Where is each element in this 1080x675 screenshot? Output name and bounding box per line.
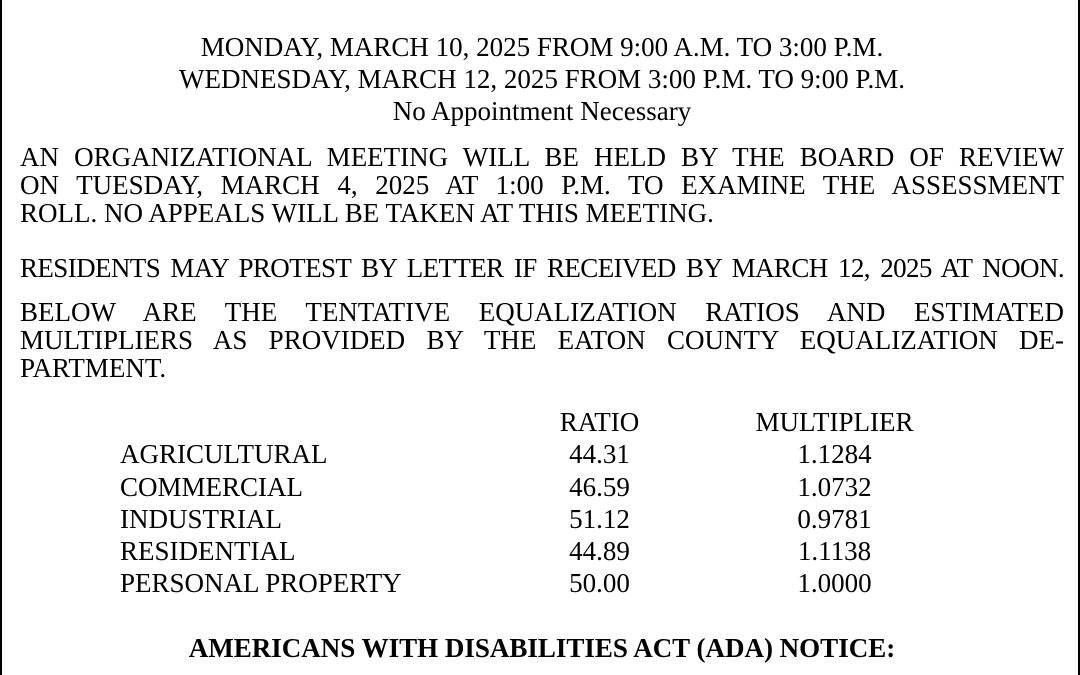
multiplier-column-header: MULTIPLIER	[755, 407, 914, 437]
meeting-notice-line: ON TUESDAY, MARCH 4, 2025 AT 1:00 P.M. TO EXAMINE THE ASSESSMENT	[20, 170, 1064, 200]
table-row-ratio: 44.89	[569, 536, 630, 566]
table-row-ratio: 46.59	[569, 472, 630, 502]
ada-notice-heading: AMERICANS WITH DISABILITIES ACT (ADA) NOTICE:	[188, 633, 896, 663]
meeting-notice-line: AN ORGANIZATIONAL MEETING WILL BE HELD BY THE BOARD OF REVIEW	[20, 142, 1064, 172]
table-row-class: INDUSTRIAL	[120, 504, 282, 534]
ratio-column-header: RATIO	[559, 407, 640, 437]
table-row-multiplier: 0.9781	[797, 504, 872, 534]
table-row-class: COMMERCIAL	[120, 472, 304, 502]
table-row-class: RESIDENTIAL	[120, 536, 296, 566]
protest-notice-paragraph	[20, 254, 1064, 282]
meeting-notice-paragraph	[20, 143, 1064, 227]
table-row-ratio: 44.31	[569, 439, 630, 469]
table-row-multiplier: 1.1138	[797, 536, 872, 566]
table-row-class: AGRICULTURAL	[120, 439, 328, 469]
meeting-notice-line: ROLL. NO APPEALS WILL BE TAKEN AT THIS MEETING.	[20, 198, 714, 228]
ratios-intro-line: PARTMENT.	[20, 353, 167, 383]
table-row-multiplier: 1.0000	[797, 568, 872, 598]
ratios-intro-line: MULTIPLIERS AS PROVIDED BY THE EATON COUNTY EQUALIZATION DE-	[20, 325, 1064, 355]
table-row-multiplier: 1.0732	[797, 472, 872, 502]
table-row-ratio: 51.12	[569, 504, 630, 534]
schedule-no-appointment: No Appointment Necessary	[392, 96, 692, 126]
protest-notice-line: RESIDENTS MAY PROTEST BY LETTER IF RECEIVED BY MARCH 12, 2025 AT NOON.	[20, 253, 1064, 283]
table-row-ratio: 50.00	[569, 568, 630, 598]
table-row-multiplier: 1.1284	[797, 439, 872, 469]
schedule-line-wednesday: WEDNESDAY, MARCH 12, 2025 FROM 3:00 P.M. TO 9:00 P.M.	[179, 64, 905, 94]
schedule-line-monday: MONDAY, MARCH 10, 2025 FROM 9:00 A.M. TO 3:00 P.M.	[200, 32, 884, 62]
ratios-intro-paragraph	[20, 298, 1064, 382]
ratios-intro-line: BELOW ARE THE TENTATIVE EQUALIZATION RATIOS AND ESTIMATED	[20, 297, 1064, 327]
table-row-class: PERSONAL PROPERTY	[120, 568, 402, 598]
